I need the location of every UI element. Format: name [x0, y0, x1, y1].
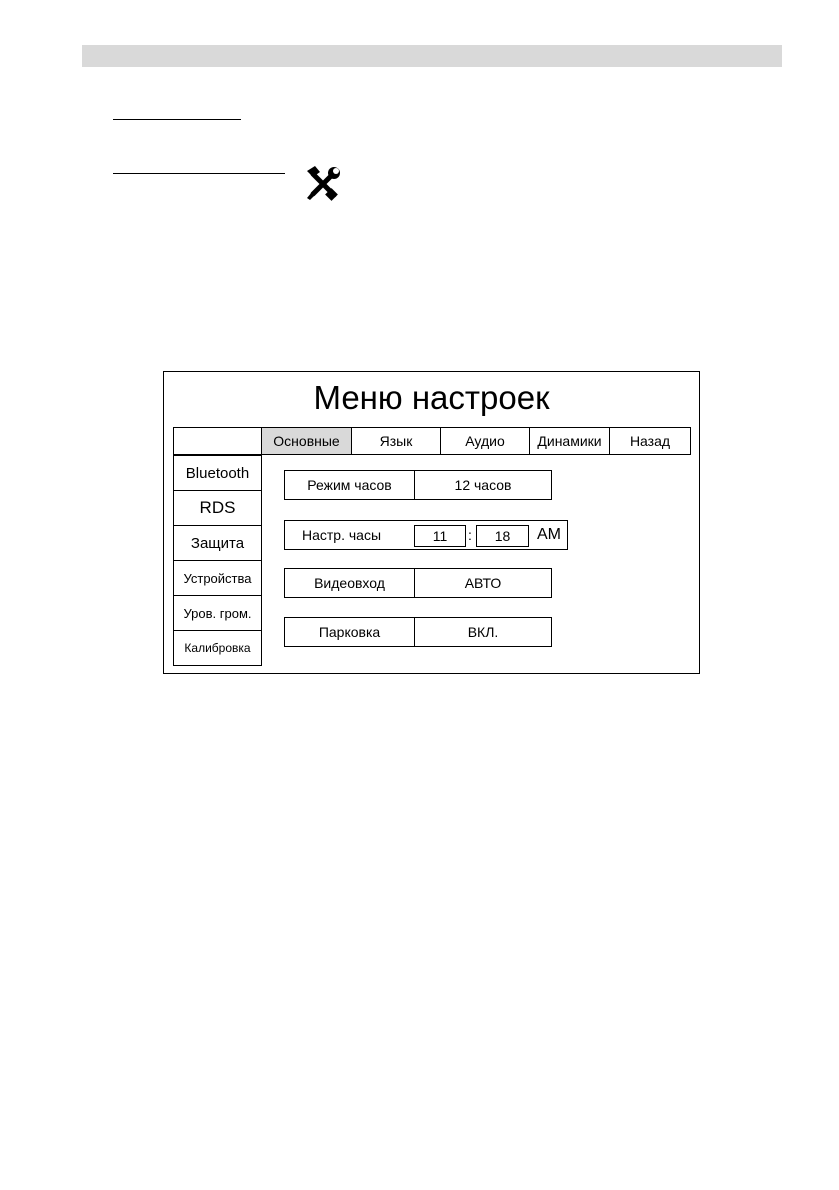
clock-ampm[interactable]: AM: [537, 526, 561, 543]
sidebar-item-volume-level[interactable]: Уров. гром.: [173, 595, 262, 631]
tab-speakers[interactable]: Динамики: [529, 427, 610, 455]
tab-row-corner: [173, 427, 262, 455]
tab-back[interactable]: Назад: [609, 427, 691, 455]
heading-underline: [113, 119, 241, 120]
tab-audio[interactable]: Аудио: [440, 427, 530, 455]
tab-basic[interactable]: Основные: [261, 427, 352, 455]
sidebar-item-security[interactable]: Защита: [173, 525, 262, 561]
clock-minute-field[interactable]: 18: [476, 525, 529, 547]
sidebar-item-bluetooth[interactable]: Bluetooth: [173, 455, 262, 491]
parking-label: Парковка: [284, 617, 415, 647]
sidebar-item-devices[interactable]: Устройства: [173, 560, 262, 596]
tools-icon: [303, 164, 343, 202]
video-input-label: Видеовход: [284, 568, 415, 598]
clock-hour-field[interactable]: 11: [414, 525, 466, 547]
parking-value[interactable]: ВКЛ.: [414, 617, 552, 647]
clock-separator: :: [468, 527, 472, 543]
sidebar-item-calibration[interactable]: Калибровка: [173, 630, 262, 666]
clock-mode-value[interactable]: 12 часов: [414, 470, 552, 500]
sidebar-item-rds[interactable]: RDS: [173, 490, 262, 526]
settings-menu-screen: [163, 371, 700, 674]
clock-set-label: Настр. часы: [302, 527, 382, 543]
clock-mode-label: Режим часов: [284, 470, 415, 500]
tab-language[interactable]: Язык: [351, 427, 441, 455]
screen-title: Меню настроек: [313, 379, 550, 416]
video-input-value[interactable]: АВТО: [414, 568, 552, 598]
page-header-bar: [82, 45, 782, 67]
subheading-underline: [113, 173, 285, 174]
